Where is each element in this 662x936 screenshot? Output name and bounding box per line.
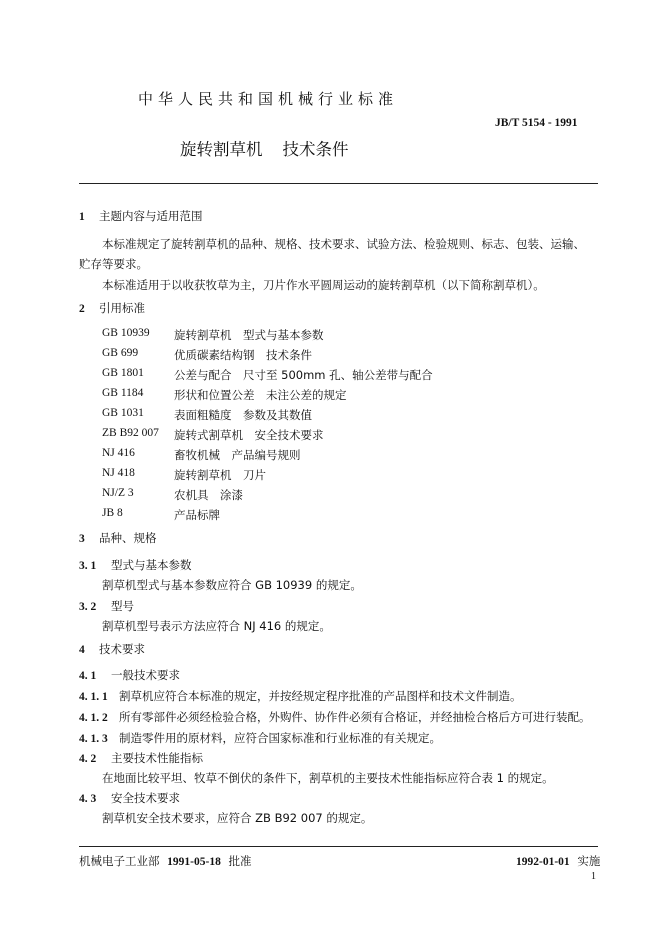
reference-title: 形状和位置公差 未注公差的规定: [174, 388, 347, 402]
effective-line: [516, 853, 600, 869]
reference-code: GB 10939: [102, 327, 150, 339]
section-number: 1: [79, 211, 85, 223]
reference-title: 表面粗糙度 参数及其数值: [174, 408, 312, 422]
reference-title: 公差与配合 尺寸至 500mm 孔、轴公差带与配合: [174, 368, 433, 382]
section-number: 4. 2: [79, 753, 97, 765]
clause-4-1-1: [79, 688, 522, 704]
reference-title: 农机具 涂漆: [174, 488, 243, 502]
clause-text: 割草机应符合本标准的规定，并按经规定程序批准的产品图样和技术文件制造。: [119, 689, 522, 703]
reference-title: 旋转割草机 刀片: [174, 468, 266, 482]
reference-code: GB 1184: [102, 387, 144, 399]
effective-label: 实施: [577, 854, 601, 868]
subsection-3-1-heading: [79, 557, 192, 573]
paragraph: 割草机型号表示方法应符合 NJ 416 的规定。: [102, 619, 331, 633]
reference-code: JB 8: [102, 507, 123, 519]
subsection-4-2-heading: [79, 750, 203, 766]
section-title: 主要技术性能指标: [111, 751, 203, 765]
reference-code: GB 1031: [102, 407, 144, 419]
section-title: 型号: [111, 599, 134, 613]
standard-code: JB/T 5154 - 1991: [495, 117, 578, 129]
clause-text: 制造零件用的原材料，应符合国家标准和行业标准的有关规定。: [119, 731, 441, 745]
paragraph: 割草机安全技术要求，应符合 ZB B92 007 的规定。: [102, 811, 373, 825]
reference-code: NJ 416: [102, 447, 135, 459]
reference-code: GB 699: [102, 347, 139, 359]
section-number: 4. 1. 2: [79, 712, 108, 724]
effective-date: 1992-01-01: [516, 856, 570, 868]
title-sub: 技术条件: [282, 140, 349, 159]
approval-line: [79, 853, 251, 869]
section-number: 4. 3: [79, 793, 97, 805]
subsection-3-2-heading: [79, 598, 134, 614]
paragraph: 割草机型式与基本参数应符合 GB 10939 的规定。: [102, 578, 362, 592]
section-title: 技术要求: [99, 642, 145, 656]
paragraph: 本标准规定了旋转割草机的品种、规格、技术要求、试验方法、检验规则、标志、包装、运输、: [102, 237, 585, 251]
reference-code: GB 1801: [102, 367, 144, 379]
section-title: 主题内容与适用范围: [99, 209, 203, 223]
issuing-authority-heading: 中华人民共和国机械行业标准: [138, 90, 399, 108]
reference-title: 旋转式割草机 安全技术要求: [174, 428, 324, 442]
section-title: 引用标准: [99, 301, 145, 315]
subsection-4-3-heading: [79, 790, 180, 806]
section-2-heading: [79, 300, 145, 316]
section-number: 4. 1. 3: [79, 733, 108, 745]
paragraph: 在地面比较平坦、牧草不倒伏的条件下，割草机的主要技术性能指标应符合表 1 的规定。: [102, 771, 554, 785]
section-title: 安全技术要求: [111, 791, 180, 805]
clause-4-1-3: [79, 730, 441, 746]
title-main: 旋转割草机: [180, 140, 263, 159]
reference-code: ZB B92 007: [102, 427, 159, 439]
clause-text: 所有零部件必须经检验合格，外购件、协作件必须有合格证，并经抽检合格后方可进行装配。: [119, 710, 591, 724]
approve-label: 批准: [228, 854, 252, 868]
section-title: 品种、规格: [99, 531, 157, 545]
section-4-heading: [79, 641, 145, 657]
section-number: 4: [79, 644, 85, 656]
paragraph: 贮存等要求。: [79, 257, 148, 271]
reference-title: 旋转割草机 型式与基本参数: [174, 328, 324, 342]
section-number: 4. 1. 1: [79, 691, 108, 703]
header-divider: [79, 183, 598, 184]
reference-title: 畜牧机械 产品编号规则: [174, 448, 301, 462]
section-number: 3. 2: [79, 601, 97, 613]
reference-code: NJ 418: [102, 467, 135, 479]
paragraph: 本标准适用于以收获牧草为主，刀片作水平圆周运动的旋转割草机（以下简称割草机）。: [102, 278, 545, 292]
reference-title: 优质碳素结构钢 技术条件: [174, 348, 312, 362]
section-title: 型式与基本参数: [111, 558, 192, 572]
clause-4-1-2: [79, 709, 591, 725]
subsection-4-1-heading: [79, 667, 180, 683]
reference-title: 产品标牌: [174, 508, 220, 522]
document-title: [180, 136, 349, 160]
section-number: 3. 1: [79, 560, 97, 572]
approver: 机械电子工业部: [79, 854, 160, 868]
footer-divider: [79, 846, 598, 847]
approve-date: 1991-05-18: [167, 856, 221, 868]
section-3-heading: [79, 530, 157, 546]
section-number: 2: [79, 303, 85, 315]
reference-code: NJ/Z 3: [102, 487, 134, 499]
section-number: 4. 1: [79, 670, 97, 682]
page-number: 1: [591, 871, 596, 882]
section-1-heading: [79, 208, 203, 224]
section-title: 一般技术要求: [111, 668, 180, 682]
section-number: 3: [79, 533, 85, 545]
